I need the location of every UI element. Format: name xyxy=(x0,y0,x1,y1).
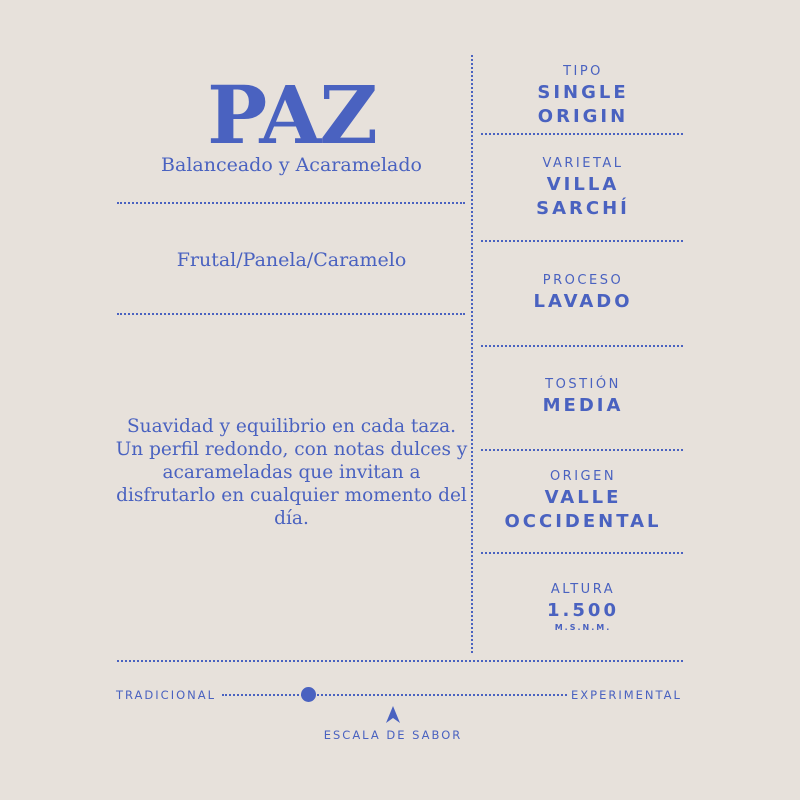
scale-right-label: EXPERIMENTAL xyxy=(571,688,682,702)
attr-varietal-label: VARIETAL xyxy=(542,156,624,171)
attr-tipo xyxy=(478,63,688,129)
attr-altura-label: ALTURA xyxy=(550,582,616,597)
right-divider-1 xyxy=(481,133,683,135)
attr-altura-unit: M.S.N.M. xyxy=(554,623,612,632)
arrow-up-icon xyxy=(385,706,401,724)
attr-tostion-label: TOSTIÓN xyxy=(545,377,621,392)
attr-origen-label: ORIGEN xyxy=(549,469,617,484)
right-divider-2 xyxy=(481,240,683,242)
scale-track xyxy=(222,694,567,696)
attr-proceso xyxy=(478,272,688,314)
attr-varietal-value: VILLA SARCHÍ xyxy=(536,174,630,219)
attr-tostion xyxy=(478,376,688,418)
attr-tipo-value: SINGLE ORIGIN xyxy=(537,82,629,127)
scale-left-label: TRADICIONAL xyxy=(116,688,217,702)
attr-origen-value: VALLE OCCIDENTAL xyxy=(504,487,662,532)
right-divider-4 xyxy=(481,449,683,451)
left-divider-2 xyxy=(117,313,465,315)
attr-altura-value: 1.500 xyxy=(547,600,619,621)
scale-marker xyxy=(301,687,316,702)
attr-proceso-value: LAVADO xyxy=(533,291,633,312)
attr-varietal xyxy=(478,155,688,221)
right-divider-3 xyxy=(481,345,683,347)
flavor-notes: Frutal/Panela/Caramelo xyxy=(176,249,407,271)
attr-altura xyxy=(478,581,688,633)
vertical-divider xyxy=(471,55,473,653)
product-description: Suavidad y equilibrio en cada taza. Un perfil redondo, con notas dulces y acarameladas que invitan a disfrutarlo en cualquier momento del día. xyxy=(115,416,468,529)
product-subtitle: Balanceado y Acaramelado xyxy=(161,154,422,176)
left-divider-1 xyxy=(117,202,465,204)
right-divider-5 xyxy=(481,552,683,554)
attr-proceso-label: PROCESO xyxy=(542,273,624,288)
attr-tipo-label: TIPO xyxy=(563,64,603,79)
bottom-divider xyxy=(117,660,683,662)
scale-caption: ESCALA DE SABOR xyxy=(323,728,463,742)
attr-tostion-value: MEDIA xyxy=(542,395,624,416)
attr-origen xyxy=(478,468,688,534)
product-name: PAZ xyxy=(207,68,376,162)
